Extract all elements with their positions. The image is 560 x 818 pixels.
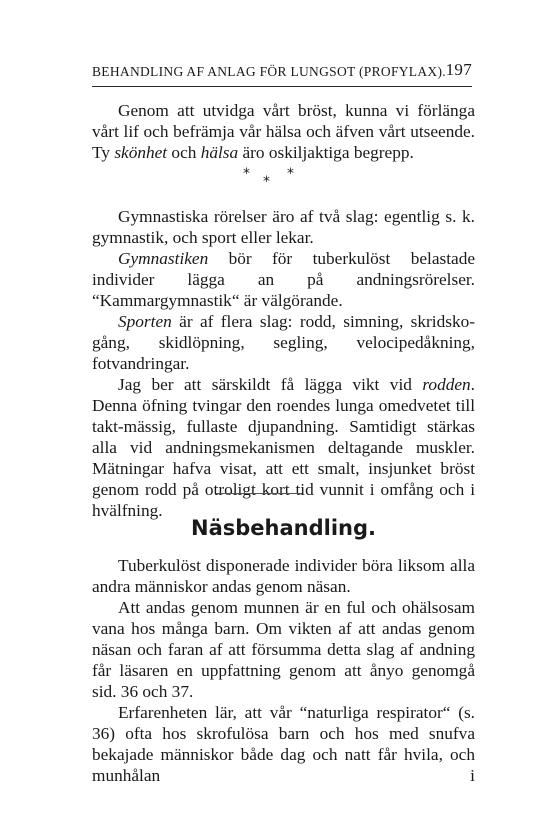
italic-word-halsa: hälsa — [200, 143, 239, 162]
text-block-2 — [92, 206, 475, 521]
section-heading: Näsbehandling. — [191, 516, 376, 540]
running-title: BEHANDLING AF ANLAG FÖR LUNGSOT (PROFYLAX). — [92, 64, 446, 79]
text-run: bör för tuberkulöst belastade individer lägga an på andningsrörelser. “Kammargymnastik“ är välgörande. — [92, 249, 475, 310]
text-block-1 — [92, 100, 475, 163]
paragraph-gymnastics — [92, 248, 475, 311]
header-rule — [92, 86, 472, 87]
paragraph-mouth-breathing: Att andas genom munnen är en ful och ohälsosam vana hos många barn. Om vikten af att andas genom näsan och faran af att försumma detta slag af andning får läsaren en uppfattning genom att ånyo genomgå sid. 36 och 37. — [92, 598, 475, 701]
page-number: 197 — [445, 60, 472, 79]
asterism-star-1: * — [243, 166, 250, 182]
running-header — [92, 60, 472, 84]
asterism — [0, 166, 560, 196]
text-run: Genom att utvidga vårt bröst, kunna vi förlänga vårt lif och befrämja vår hälsa och äfven vårt utseende. Ty — [92, 101, 475, 162]
italic-word-sporten: Sporten — [118, 312, 172, 331]
text-run: och — [167, 143, 201, 162]
section-divider — [216, 493, 302, 494]
paragraph-gymnastics-kinds: Gymnastiska rörelser äro af två slag: egentlig s. k. gymnastik, och sport eller lekar. — [92, 207, 475, 247]
italic-word-skonhet: skönhet — [114, 143, 168, 162]
text-run: är af flera slag: rodd, simning, skridsko-gång, skidlöpning, segling, velocipedåkning, fotvandringar. — [92, 312, 475, 373]
italic-word-gymnastiken: Gymnastiken — [118, 249, 209, 268]
asterism-star-3: * — [287, 166, 294, 182]
italic-word-rodden: rodden — [422, 375, 471, 394]
paragraph-rowing — [92, 374, 475, 521]
paragraph-nose-breathing: Tuberkulöst disponerade individer böra liksom alla andra människor andas genom näsan. — [92, 556, 475, 596]
paragraph-beauty-health — [92, 100, 475, 163]
paragraph-respirator: Erfarenheten lär, att vår “naturliga respirator“ (s. 36) ofta hos skrofulösa barn och hos med snufva bekajade människor både dag och natt får hvila, och munhålan i — [92, 703, 475, 785]
text-run: Jag ber att särskildt få lägga vikt vid — [118, 375, 423, 394]
text-block-3 — [92, 555, 475, 786]
text-run: . Denna öfning tvingar den roendes lunga omedvetet till takt-mässig, fullaste djupandning. Samtidigt stärkas alla vid andningsmekanismen deltagande muskler. Mätningar hafva visat, att ett smalt, insjunket bröst genom rodd på otroligt kort tid vunnit i omfång och i hvälfning. — [92, 375, 475, 520]
text-run: äro oskiljaktiga begrepp. — [238, 143, 414, 162]
asterism-star-2: * — [263, 174, 270, 190]
paragraph-sport — [92, 311, 475, 374]
